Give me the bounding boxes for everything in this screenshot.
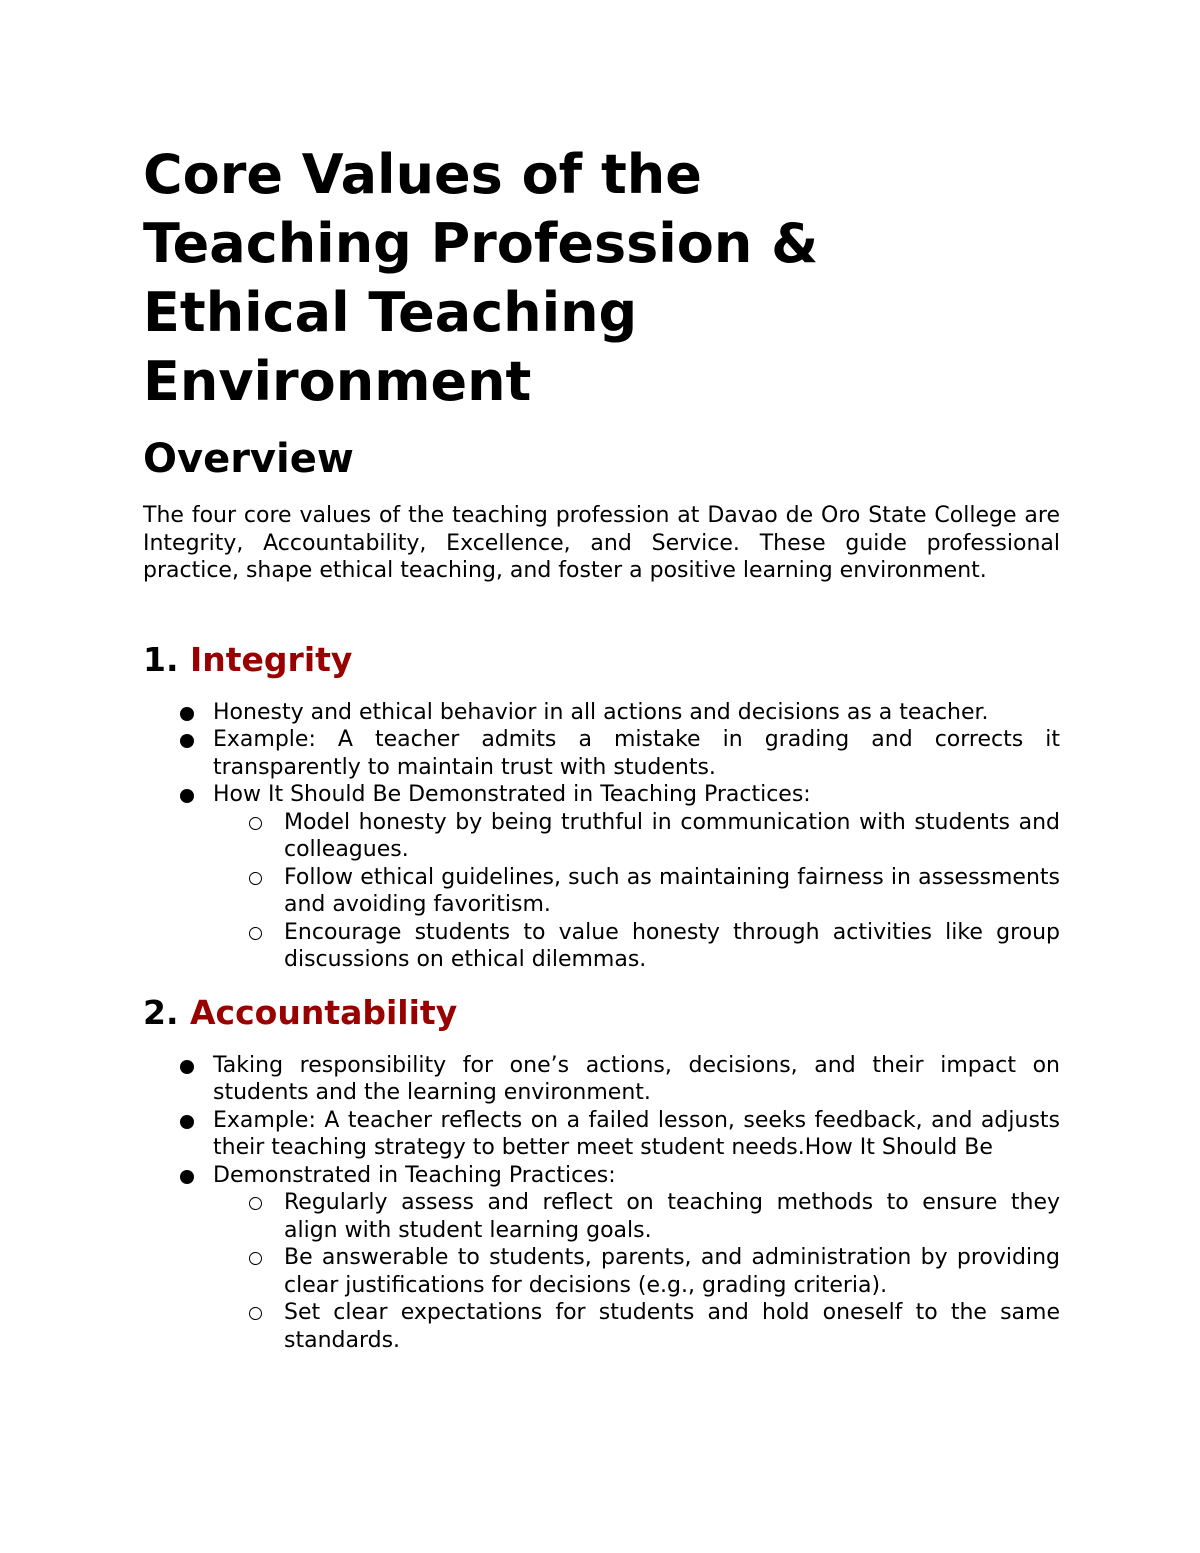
- title-line: Teaching Profession &: [143, 212, 819, 275]
- overview-heading: Overview: [143, 436, 354, 482]
- list-item: [143, 1107, 1060, 1162]
- title-line: Ethical Teaching: [143, 281, 638, 344]
- sub-bullet-list: [213, 1189, 1060, 1354]
- list-item: [143, 1052, 1060, 1107]
- section-integrity: [143, 639, 1060, 974]
- hollow-bullet-icon: [249, 1252, 262, 1265]
- section-heading: [143, 639, 1060, 681]
- title-line: Core Values of the: [143, 143, 702, 206]
- list-item-text: Example: A teacher reflects on a failed lesson, seeks feedback, and adjusts their teaching strategy to better meet student needs.How It Should Be: [213, 1107, 1060, 1160]
- hollow-bullet-icon: [249, 817, 262, 830]
- filled-bullet-icon: [180, 734, 194, 748]
- filled-bullet-icon: [180, 1060, 194, 1074]
- document-title: [143, 140, 1060, 416]
- overview-paragraph: The four core values of the teaching profession at Davao de Oro State College are Integrity, Accountability, Excellence, and Service. These guide professional practice, shape ethical teaching, and foster a positive learning environment.: [143, 503, 1060, 583]
- bullet-list: [143, 1052, 1060, 1355]
- sub-list-item: [143, 864, 1060, 919]
- list-item: [143, 699, 1060, 727]
- sub-list-item: [143, 1244, 1060, 1299]
- list-item-text: Honesty and ethical behavior in all actions and decisions as a teacher.: [213, 699, 989, 725]
- list-item-text: Example: A teacher admits a mistake in grading and corrects it transparently to maintain trust with students.: [213, 727, 1060, 780]
- section-heading: [143, 992, 1060, 1034]
- filled-bullet-icon: [180, 1115, 194, 1129]
- hollow-bullet-icon: [249, 1197, 262, 1210]
- list-item: [143, 1162, 1060, 1355]
- list-item-text: Taking responsibility for one’s actions, decisions, and their impact on students and the learning environment.: [213, 1052, 1060, 1105]
- sub-list-item-text: Regularly assess and reflect on teaching methods to ensure they align with student learning goals.: [284, 1190, 1060, 1243]
- filled-bullet-icon: [180, 789, 194, 803]
- sub-list-item: [143, 809, 1060, 864]
- hollow-bullet-icon: [249, 872, 262, 885]
- sub-list-item-text: Set clear expectations for students and hold oneself to the same standards.: [284, 1300, 1060, 1353]
- hollow-bullet-icon: [249, 1307, 262, 1320]
- sub-list-item-text: Model honesty by being truthful in communication with students and colleagues.: [284, 809, 1060, 862]
- hollow-bullet-icon: [249, 927, 262, 940]
- section-name: Integrity: [190, 639, 353, 679]
- sub-list-item-text: Encourage students to value honesty through activities like group discussions on ethical dilemmas.: [284, 919, 1060, 972]
- list-item: [143, 781, 1060, 974]
- filled-bullet-icon: [180, 1170, 194, 1184]
- bullet-list: [143, 699, 1060, 974]
- sub-list-item: [143, 1189, 1060, 1244]
- section-number: 2.: [143, 992, 179, 1032]
- list-item: [143, 726, 1060, 781]
- document-page: [143, 140, 1060, 1354]
- section-number: 1.: [143, 639, 179, 679]
- sub-bullet-list: [213, 809, 1060, 974]
- title-line: Environment: [143, 350, 532, 413]
- sub-list-item-text: Follow ethical guidelines, such as maintaining fairness in assessments and avoiding favoritism.: [284, 864, 1060, 917]
- sub-list-item: [143, 1299, 1060, 1354]
- section-accountability: [143, 992, 1060, 1355]
- list-item-text: How It Should Be Demonstrated in Teaching Practices:: [213, 782, 811, 807]
- section-name: Accountability: [190, 992, 458, 1032]
- sub-list-item-text: Be answerable to students, parents, and administration by providing clear justifications for decisions (e.g., grading criteria).: [284, 1245, 1060, 1298]
- list-item-text: Demonstrated in Teaching Practices:: [213, 1162, 616, 1188]
- sub-list-item: [143, 919, 1060, 974]
- filled-bullet-icon: [180, 707, 194, 721]
